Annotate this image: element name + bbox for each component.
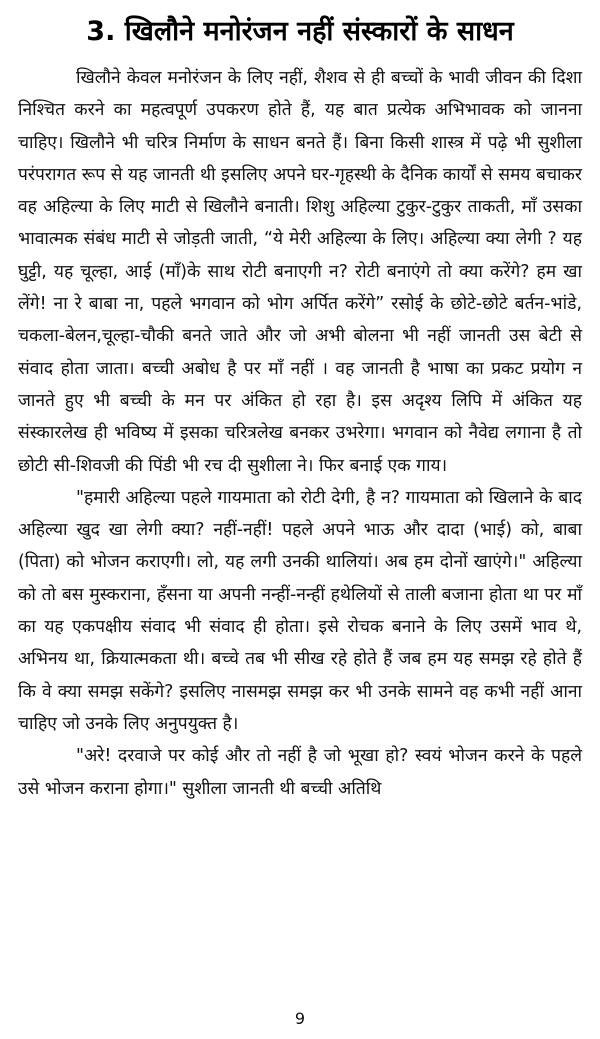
chapter-body (18, 62, 582, 805)
paragraph-guest-feeding: "अरे! दरवाजे पर कोई और तो नहीं है जो भूखा हो? स्वयं भोजन करने के पहले उसे भोजन कराना होगा।" सुशीला जानती थी बच्ची अतिथि (18, 746, 582, 799)
paragraph-toys-and-character: खिलौने केवल मनोरंजन के लिए नहीं, शैशव से ही बच्चों के भावी जीवन की दिशा निश्चित करने का महत्वपूर्ण उपकरण होते हैं, यह बात प्रत्येक अभिभावक को जानना चाहिए। खिलौने भी चरित्र निर्माण के साधन बनते हैं। बिना किसी शास्त्र में पढ़े भी सुशीला परंपरागत रूप से यह जानती थी इसलिए अपने घर-गृहस्थी के दैनिक कार्यों से समय बचाकर वह अहिल्या के लिए माटी से खिलौने बनाती। शिशु अहिल्या टुकुर-टुकुर ताकती, माँ उसका भावात्मक संबंध माटी से जोड़ती जाती, “ये मेरी अहिल्या के लिए। अहिल्या क्या लेगी ? यह घुट्टी, यह चूल्हा, आई (माँ)के साथ रोटी बनाएगी न? रोटी बनाएंगे तो क्या करेंगे? हम खा लेंगे! ना रे बाबा ना, पहले भगवान को भोग अर्पित करेंगे” रसोई के छोटे-छोटे बर्तन-भांडे, चकला-बेलन,चूल्हा-चौकी बनते जाते और जो अभी बोलना भी नहीं जानती उस बेटी से संवाद होता जाता। बच्ची अबोध है पर माँ नहीं । वह जानती है भाषा का प्रकट प्रयोग न जानते हुए भी बच्ची के मन पर अंकित हो रहा है। इस अदृश्य लिपि में अंकित यह संस्कारलेख ही भविष्य में इसका चरित्रलेख बनकर उभरेगा। भगवान को नैवेद्य लगाना है तो छोटी सी-शिवजी की पिंडी भी रच दी सुशीला ने। फिर बनाई एक गाय। (18, 68, 582, 476)
paragraph-cow-mother-dialogue: "हमारी अहिल्या पहले गायमाता को रोटी देगी, है न? गायमाता को खिलाने के बाद अहिल्या खुद खा लेगी क्या? नहीं-नहीं! पहले अपने भाऊ और दादा (भाई) को, बाबा (पिता) को भोजन कराएगी। लो, यह लगी उनकी थालियां। अब हम दोनों खाएंगे।" अहिल्या को तो बस मुस्कराना, हँसना या अपनी नन्हीं-नन्हीं हथेलियों से ताली बजाना होता था पर माँ का यह एकपक्षीय संवाद भी संवाद ही होता। इसे रोचक बनाने के लिए उसमें भाव थे, अभिनय था, क्रियात्मकता थी। बच्चे तब भी सीख रहे होते हैं जब हम यह समझ रहे होते हैं कि वे क्या समझ सकेंगे? इसलिए नासमझ समझ कर भी उनके सामने वह कभी नहीं आना चाहिए जो उनके लिए अनुपयुक्त है। (18, 487, 582, 734)
page-number: 9 (294, 1009, 306, 1028)
chapter-title: 3. खिलौने मनोरंजन नहीं संस्कारों के साधन (86, 16, 514, 47)
